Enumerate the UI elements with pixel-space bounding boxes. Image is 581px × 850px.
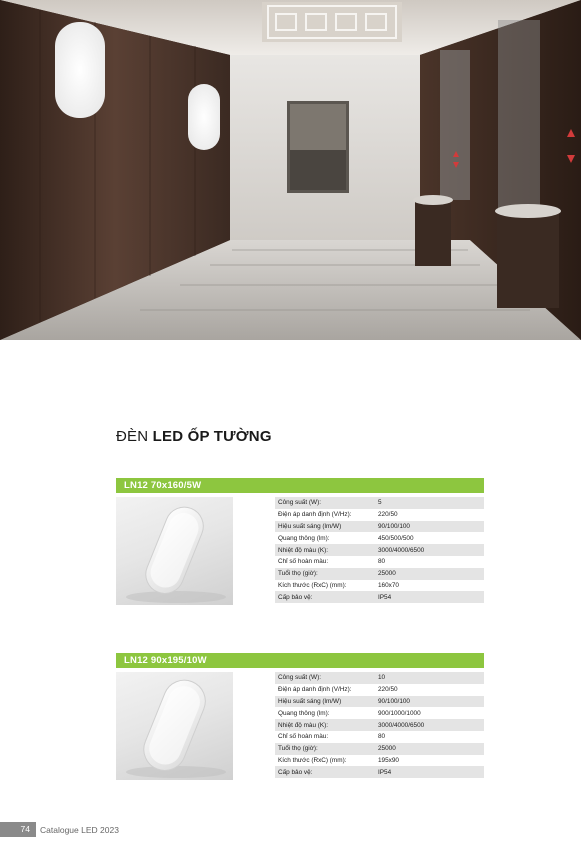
spec-row	[275, 532, 484, 544]
spec-label: Tuổi thọ (giờ):	[275, 568, 375, 580]
spec-row	[275, 707, 484, 719]
spec-label: Kích thước (RxC) (mm):	[275, 755, 375, 767]
spec-label: Quang thông (lm):	[275, 532, 375, 544]
lamp-icon	[116, 497, 233, 605]
spec-value: 3000/4000/6500	[375, 544, 484, 556]
product-name: LN12 70x160/5W	[116, 478, 484, 493]
product-section-2	[116, 653, 484, 788]
spec-label: Cấp bảo vệ:	[275, 591, 375, 603]
spec-row	[275, 521, 484, 533]
product-body	[116, 493, 484, 613]
spec-row	[275, 755, 484, 767]
spec-row	[275, 497, 484, 509]
spec-value: 900/1000/1000	[375, 707, 484, 719]
spec-value: IP54	[375, 766, 484, 778]
spec-label: Điện áp danh định (V/Hz):	[275, 684, 375, 696]
spec-label: Chỉ số hoàn màu:	[275, 556, 375, 568]
page-title-bold: LED ỐP TƯỜNG	[152, 428, 272, 445]
product-photo-lamp	[116, 497, 233, 605]
hero-photo-lobby	[0, 0, 581, 340]
product-photo-lamp	[116, 672, 233, 780]
spec-row	[275, 509, 484, 521]
spec-label: Công suất (W):	[275, 497, 375, 509]
spec-value: 3000/4000/6500	[375, 719, 484, 731]
spec-label: Chỉ số hoàn màu:	[275, 731, 375, 743]
spec-row	[275, 731, 484, 743]
page-title-light: ĐÈN	[116, 428, 149, 445]
page-footer	[0, 822, 119, 837]
spec-value: 80	[375, 731, 484, 743]
spec-label: Công suất (W):	[275, 672, 375, 684]
spec-label: Hiệu suất sáng (lm/W)	[275, 521, 375, 533]
spec-value: 90/100/100	[375, 521, 484, 533]
spec-row	[275, 743, 484, 755]
lobby-illustration	[0, 0, 581, 340]
spec-row	[275, 719, 484, 731]
spec-label: Nhiệt độ màu (K):	[275, 719, 375, 731]
spec-label: Hiệu suất sáng (lm/W)	[275, 696, 375, 708]
spec-label: Tuổi thọ (giờ):	[275, 743, 375, 755]
spec-value: 160x70	[375, 580, 484, 592]
spec-value: 10	[375, 672, 484, 684]
spec-value: 220/50	[375, 509, 484, 521]
spec-row	[275, 591, 484, 603]
spec-row	[275, 568, 484, 580]
spec-label: Cấp bảo vệ:	[275, 766, 375, 778]
spec-value: 90/100/100	[375, 696, 484, 708]
spec-label: Quang thông (lm):	[275, 707, 375, 719]
product-section-1	[116, 478, 484, 613]
product-body	[116, 668, 484, 788]
spec-label: Điện áp danh định (V/Hz):	[275, 509, 375, 521]
spec-row	[275, 684, 484, 696]
spec-value: 450/500/500	[375, 532, 484, 544]
page-title	[116, 428, 272, 445]
spec-row	[275, 544, 484, 556]
spec-value: 195x90	[375, 755, 484, 767]
spec-table	[275, 497, 484, 603]
spec-row	[275, 580, 484, 592]
lamp-icon	[116, 672, 233, 780]
spec-value: 25000	[375, 568, 484, 580]
spec-label: Nhiệt độ màu (K):	[275, 544, 375, 556]
spec-value: IP54	[375, 591, 484, 603]
spec-table	[275, 672, 484, 778]
spec-label: Kích thước (RxC) (mm):	[275, 580, 375, 592]
spec-value: 25000	[375, 743, 484, 755]
spec-row	[275, 696, 484, 708]
spec-value: 220/50	[375, 684, 484, 696]
spec-row	[275, 672, 484, 684]
page-number: 74	[0, 822, 36, 837]
spec-value: 80	[375, 556, 484, 568]
spec-row	[275, 556, 484, 568]
spec-value: 5	[375, 497, 484, 509]
product-name: LN12 90x195/10W	[116, 653, 484, 668]
catalogue-label: Catalogue LED 2023	[40, 824, 119, 835]
spec-row	[275, 766, 484, 778]
